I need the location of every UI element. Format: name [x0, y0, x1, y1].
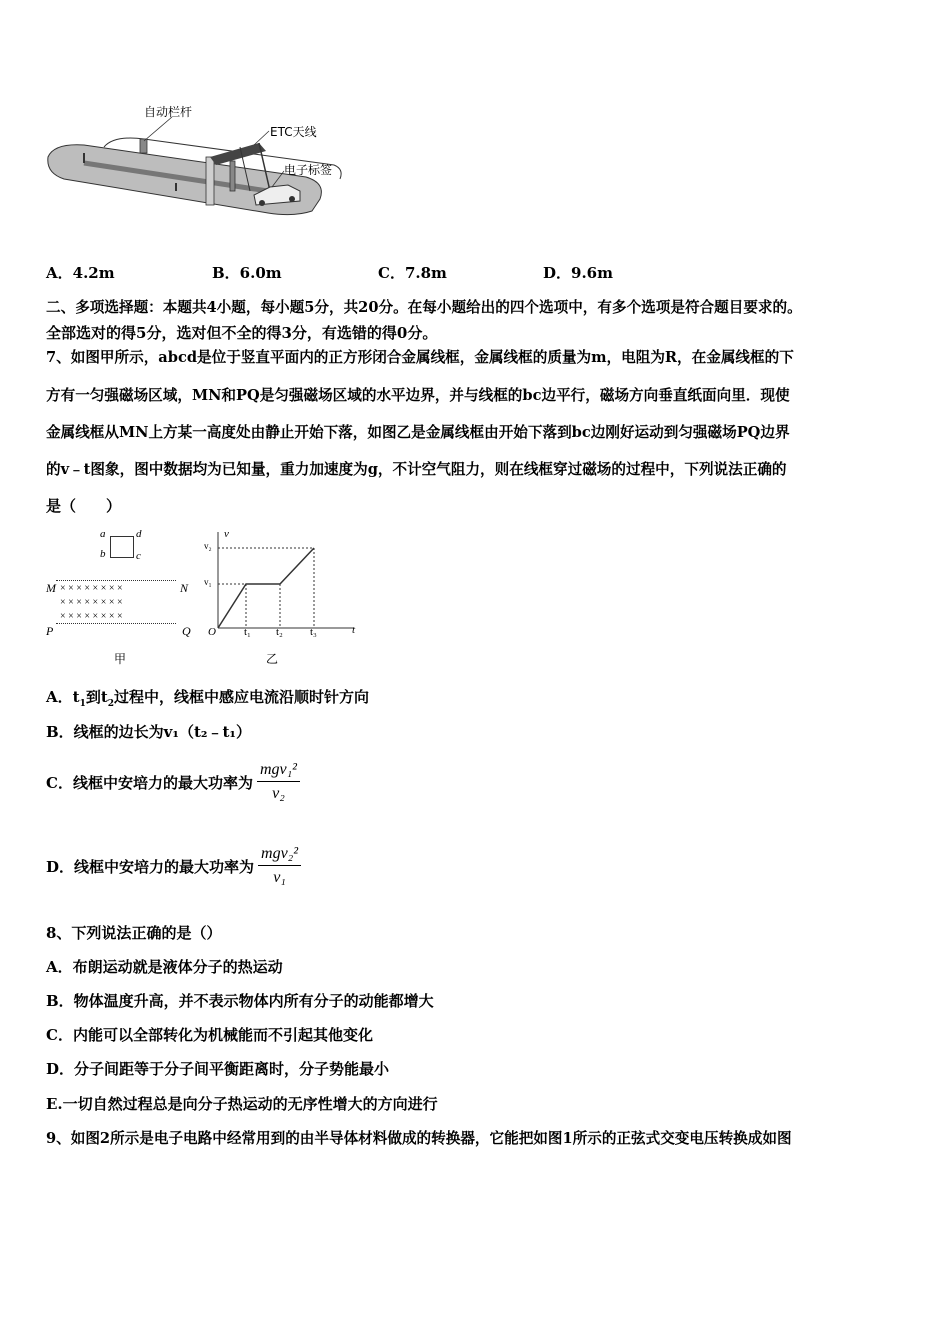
q7-line1: 7、如图甲所示，abcd是位于竖直平面内的正方形闭合金属线框，金属线框的质量为m，电阻为R，在金属线框的下 — [46, 349, 794, 366]
q6-option-d: D．9.6m — [543, 264, 613, 282]
q7-option-c-text: C．线框中安培力的最大功率为 — [46, 773, 253, 792]
q8-option-e: E.一切自然过程总是向分子热运动的无序性增大的方向进行 — [46, 1095, 438, 1113]
q6-option-c: C．7.8m — [378, 264, 447, 282]
q7-line4: 的v﹣t图象，图中数据均为已知量，重力加速度为g，不计空气阻力，则在线框穿过磁场的过程中，下列说法正确的 — [46, 461, 787, 478]
q7-option-a-pre: A．t — [46, 688, 80, 706]
label-electronic-tag: 电子标签 — [284, 163, 333, 177]
origin-label: O — [208, 626, 216, 638]
q7-option-c-numerator: mgv₁² — [257, 761, 300, 782]
q7-option-d-text: D．线框中安培力的最大功率为 — [46, 857, 255, 876]
q6-option-b: B．6.0m — [212, 264, 282, 282]
q6-option-a: A．4.2m — [46, 264, 115, 282]
q7-figure-yi — [204, 528, 364, 670]
q8-stem: 8、下列说法正确的是（） — [46, 924, 222, 942]
coil-square — [110, 536, 134, 558]
q8-option-a: A．布朗运动就是液体分子的热运动 — [46, 958, 283, 976]
q7-option-d-fraction — [258, 845, 301, 887]
q7-option-d-numerator: mgv₂² — [258, 845, 301, 866]
pq-boundary — [56, 623, 176, 624]
section2-line2: 全部选对的得5分，选对但不全的得3分，有选错的得0分。 — [46, 324, 438, 342]
etc-figure — [44, 95, 364, 220]
label-auto-gate: 自动栏杆 — [144, 105, 193, 119]
q7-option-c-fraction — [257, 761, 300, 803]
q7-option-d-denominator: v₁ — [273, 869, 286, 886]
section2-line1: 二、多项选择题：本题共4小题，每小题5分，共20分。在每小题给出的四个选项中，有多个选项是符合题目要求的。 — [46, 299, 802, 316]
q7-option-a-sub1: 1 — [79, 699, 86, 709]
label-p: P — [46, 624, 54, 638]
t1-label: t₁ — [244, 626, 251, 638]
v2-label: v₂ — [204, 541, 212, 551]
q7-figure-jia — [46, 528, 196, 670]
coil-label-d: d — [136, 528, 142, 540]
q8-option-b: B．物体温度升高，并不表示物体内所有分子的动能都增大 — [46, 992, 434, 1010]
coil-label-b: b — [100, 548, 106, 560]
caption-jia: 甲 — [114, 652, 127, 666]
label-n: N — [180, 581, 189, 595]
t3-label: t₃ — [310, 626, 317, 638]
q7-option-b: B．线框的边长为v₁（t₂﹣t₁） — [46, 723, 251, 741]
etc-illustration — [44, 95, 364, 220]
caption-yi: 乙 — [266, 652, 279, 666]
q7-line5: 是（ ） — [46, 497, 122, 515]
vt-graph — [204, 528, 364, 638]
q7-line3: 金属线框从MN上方某一高度处由静止开始下落，如图乙是金属线框由开始下落到bc边刚好运动到匀强磁场PQ边界 — [46, 424, 790, 441]
t2-label: t₂ — [276, 626, 283, 638]
q7-option-a-sub2: 2 — [107, 699, 115, 709]
label-etc-antenna: ETC天线 — [270, 125, 317, 139]
q9-line1: 9、如图2所示是电子电路中经常用到的由半导体材料做成的转换器，它能把如图1所示的正弦式交变电压转换成如图 — [46, 1130, 792, 1147]
q8-option-c: C．内能可以全部转化为机械能而不引起其他变化 — [46, 1026, 373, 1044]
q7-line2: 方有一匀强磁场区域，MN和PQ是匀强磁场区域的水平边界，并与线框的bc边平行，磁场方向垂直纸面向里．现使 — [46, 387, 790, 404]
q7-option-c — [46, 754, 300, 810]
q7-option-c-denominator: v₂ — [272, 785, 285, 802]
coil-label-a: a — [100, 528, 106, 540]
q7-option-a-post: 过程中，线框中感应电流沿顺时针方向 — [114, 688, 370, 706]
q7-option-a — [46, 686, 369, 709]
field-crosses-3: × × × × × × × × — [60, 611, 123, 622]
mn-boundary — [56, 580, 176, 581]
q7-option-a-mid: 到t — [85, 688, 108, 706]
label-m: M — [46, 581, 56, 595]
q8-option-d: D．分子间距等于分子间平衡距离时，分子势能最小 — [46, 1060, 390, 1078]
field-crosses-1: × × × × × × × × — [60, 583, 123, 594]
coil-label-c: c — [136, 550, 141, 562]
axis-t-label: t — [352, 624, 356, 636]
q7-option-d — [46, 838, 301, 894]
field-crosses-2: × × × × × × × × — [60, 597, 123, 608]
label-q: Q — [182, 624, 191, 638]
axis-v-label: v — [224, 528, 229, 540]
v1-label: v₁ — [204, 577, 212, 587]
